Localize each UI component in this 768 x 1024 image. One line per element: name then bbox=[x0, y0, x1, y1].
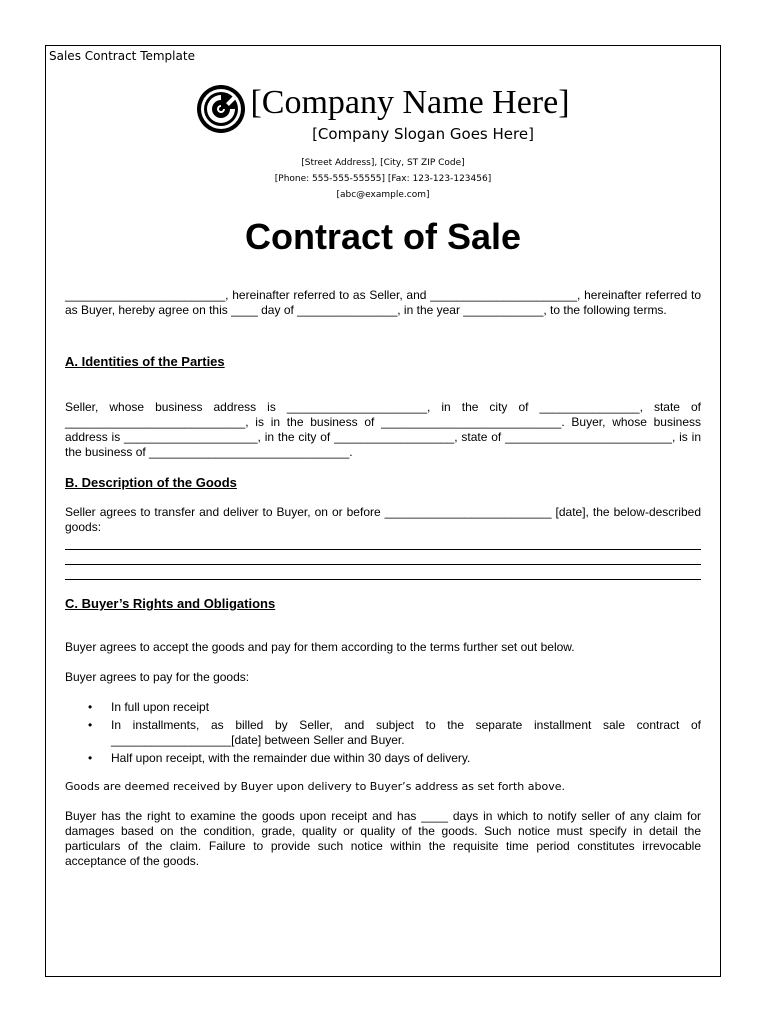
goods-blank-line bbox=[65, 566, 701, 580]
section-b-heading: B. Description of the Goods bbox=[65, 475, 237, 490]
goods-blank-line bbox=[65, 551, 701, 565]
section-a-heading: A. Identities of the Parties bbox=[65, 354, 225, 369]
section-c-para3: Goods are deemed received by Buyer upon delivery to Buyer’s address as set forth above. bbox=[65, 780, 565, 793]
phone-fax: [Phone: 555-555-55555] [Fax: 123-123-123456] bbox=[274, 174, 492, 184]
contact-block bbox=[46, 155, 720, 203]
list-item: • In full upon receipt bbox=[111, 700, 701, 715]
payment-options-list bbox=[65, 700, 701, 766]
concentric-circle-logo-icon bbox=[196, 84, 246, 134]
goods-blank-line bbox=[65, 536, 701, 550]
list-item: • Half upon receipt, with the remainder due within 30 days of delivery. bbox=[111, 751, 701, 766]
section-a-body: Seller, whose business address is _____________________, in the city of _______________, state of ___________________________, is in the business of ___________________________. Buyer, whose business address is ____________________, in the city of __________________, state of _________________________, is in the business of ______________________________. bbox=[65, 400, 701, 459]
section-c-heading: C. Buyer’s Rights and Obligations bbox=[65, 596, 276, 611]
document-title: Contract of Sale bbox=[244, 216, 522, 257]
contract-body bbox=[65, 288, 701, 869]
section-c-para2: Buyer agrees to pay for the goods: bbox=[65, 670, 250, 684]
company-name: [Company Name Here] bbox=[250, 84, 570, 121]
company-header bbox=[46, 84, 720, 203]
street-address: [Street Address], [City, ST ZIP Code] bbox=[301, 158, 465, 168]
section-b-body: Seller agrees to transfer and deliver to Buyer, on or before _________________________ [date], the below-described goods: bbox=[65, 505, 701, 534]
goods-lines bbox=[65, 536, 701, 580]
email-address: [abc@example.com] bbox=[336, 190, 430, 200]
intro-paragraph: ________________________, hereinafter referred to as Seller, and ______________________, hereinafter referred to as Buyer, hereby agree on this ____ day of _______________, in the year ____________, to the following terms. bbox=[65, 288, 701, 317]
list-item: • In installments, as billed by Seller, and subject to the separate installment sale contract of __________________[date] between Seller and Buyer. bbox=[111, 718, 701, 748]
section-c-para4: Buyer has the right to examine the goods upon receipt and has ____ days in which to notify seller of any claim for damages based on the condition, grade, quality or quality of the goods. Such notice must specify in detail the particulars of the claim. Failure to provide such notice within the requisite time period constitutes irrevocable acceptance of the goods. bbox=[65, 809, 701, 868]
template-label: Sales Contract Template bbox=[49, 49, 195, 63]
company-slogan: [Company Slogan Goes Here] bbox=[312, 125, 534, 143]
section-c-para1: Buyer agrees to accept the goods and pay for them according to the terms further set out below. bbox=[65, 640, 575, 654]
document-page bbox=[45, 45, 721, 977]
